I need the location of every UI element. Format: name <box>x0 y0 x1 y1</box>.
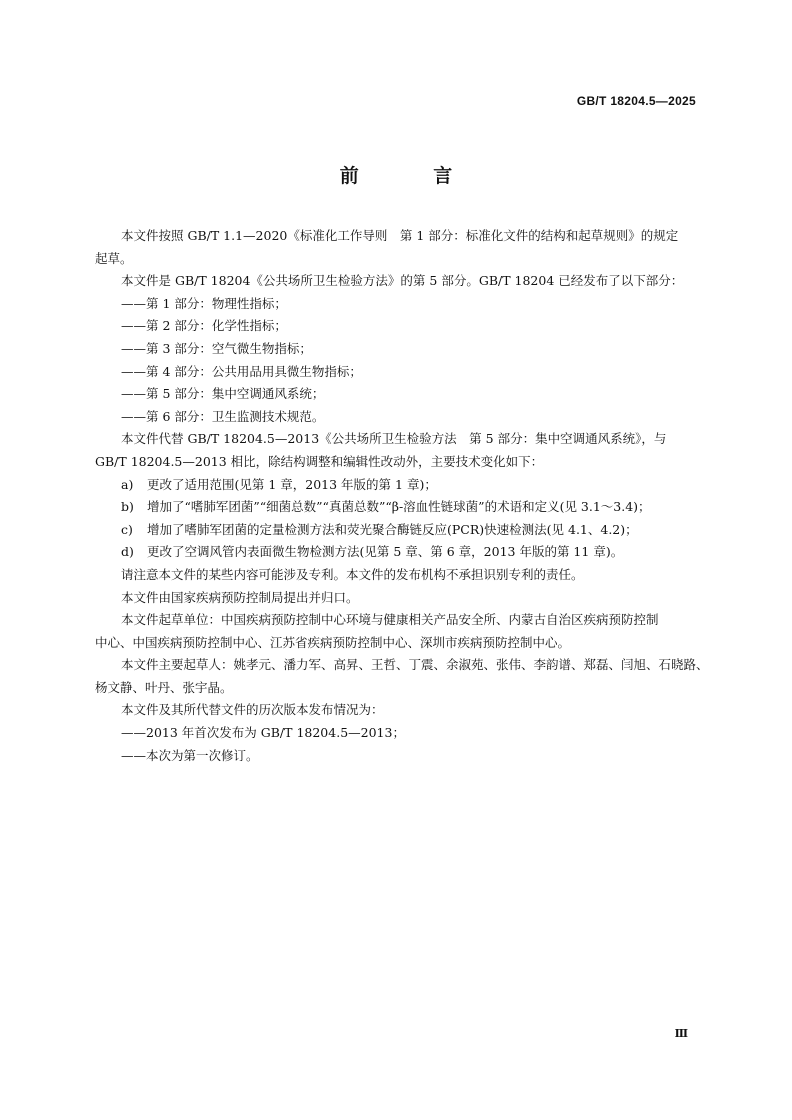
list-item <box>95 541 708 564</box>
paragraph-line: 杨文静、叶丹、张宇晶。 <box>95 679 233 695</box>
paragraph-line: GB/T 18204.5—2013 相比，除结构调整和编辑性改动外，主要技术变化如下： <box>95 453 544 469</box>
dash-list-item: ——第 4 部分：公共用品用具微生物指标； <box>121 363 362 379</box>
list-item-text: 更改了适用范围(见第 1 章，2013 年版的第 1 章)； <box>147 476 437 492</box>
paragraph-line: 本文件代替 GB/T 18204.5—2013《公共场所卫生检验方法 第 5 部分：集中空调通风系统》，与 <box>121 431 667 447</box>
list-item-text: 更改了空调风管内表面微生物检测方法(见第 5 章、第 6 章，2013 年版的第 11 章)。 <box>147 544 624 560</box>
standard-code: GB/T 18204.5—2025 <box>576 94 696 108</box>
list-item-label: c) <box>121 521 133 537</box>
paragraph-line: 请注意本文件的某些内容可能涉及专利。本文件的发布机构不承担识别专利的责任。 <box>121 566 584 582</box>
paragraph-line: 本文件起草单位：中国疾病预防控制中心环境与健康相关产品安全所、内蒙古自治区疾病预防控制 <box>121 612 659 628</box>
list-item-label: d) <box>121 544 134 560</box>
list-item-label: a) <box>121 476 134 492</box>
page-number: Ⅲ <box>674 1027 688 1040</box>
page-title: 前 言 <box>339 165 487 187</box>
dash-list-item: ——第 6 部分：卫生监测技术规范。 <box>121 408 325 424</box>
list-item-label: b) <box>121 499 134 515</box>
dash-list-item: ——第 5 部分：集中空调通风系统； <box>121 386 325 402</box>
list-item <box>95 474 708 497</box>
paragraph-line: 本文件及其所代替文件的历次版本发布情况为： <box>121 702 384 718</box>
paragraph-line: 中心、中国疾病预防控制中心、江苏省疾病预防控制中心、深圳市疾病预防控制中心。 <box>95 634 571 650</box>
paragraph-line: 本文件由国家疾病预防控制局提出并归口。 <box>121 589 359 605</box>
paragraph-line: 起草。 <box>95 250 133 266</box>
dash-list-item: ——第 3 部分：空气微生物指标； <box>121 340 312 356</box>
paragraph-line: 本文件主要起草人：姚孝元、潘力军、高昇、王哲、丁震、余淑苑、张伟、李韵谱、郑磊、闫旭、石晓路、 <box>121 657 709 673</box>
list-item <box>95 496 708 519</box>
foreword-body <box>95 225 708 767</box>
paragraph-line: 本文件按照 GB/T 1.1—2020《标准化工作导则 第 1 部分：标准化文件的结构和起草规则》的规定 <box>121 228 679 243</box>
dash-list-item: ——第 1 部分：物理性指标； <box>121 295 287 311</box>
dash-list-item: ——2013 年首次发布为 GB/T 18204.5—2013； <box>121 725 405 741</box>
list-item-text: 增加了嗜肺军团菌的定量检测方法和荧光聚合酶链反应(PCR)快速检测法(见 4.1、4.2)； <box>147 521 638 537</box>
list-item <box>95 519 708 542</box>
dash-list-item: ——第 2 部分：化学性指标； <box>121 318 287 334</box>
dash-list-item: ——本次为第一次修订。 <box>121 747 259 763</box>
paragraph-line: 本文件是 GB/T 18204《公共场所卫生检验方法》的第 5 部分。GB/T 18204 已经发布了以下部分： <box>121 273 684 289</box>
list-item-text: 增加了“嗜肺军团菌”“细菌总数”“真菌总数”“β-溶血性链球菌”的术语和定义(见 3.1～3.4)； <box>147 499 651 515</box>
